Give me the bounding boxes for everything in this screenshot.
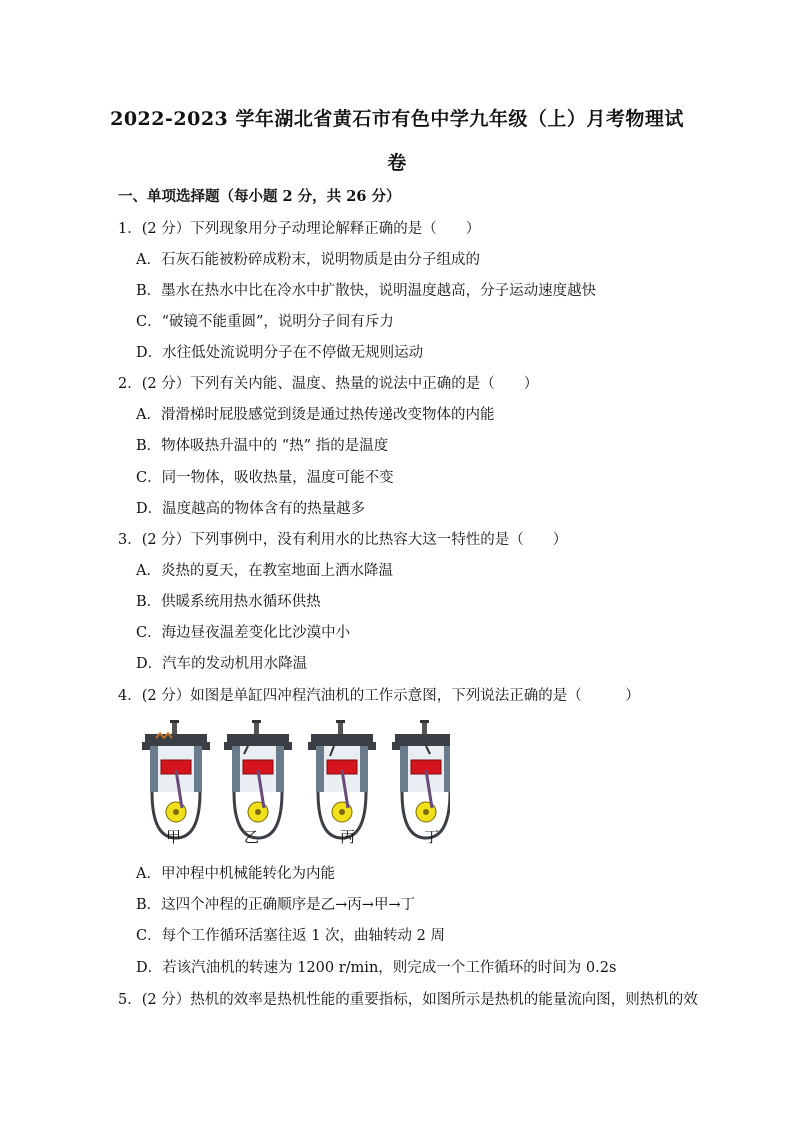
question-2-option-b: B．物体吸热升温中的 “热” 指的是温度 — [136, 438, 389, 454]
section-heading: 一、单项选择题（每小题 2 分，共 26 分） — [118, 188, 401, 205]
question-3-option-d: D．汽车的发动机用水降温 — [136, 656, 308, 672]
question-4-option-c: C．每个工作循环活塞往返 1 次，曲轴转动 2 周 — [136, 928, 445, 944]
question-2-option-d: D．温度越高的物体含有的热量越多 — [136, 501, 366, 517]
question-4-option-b: B．这四个冲程的正确顺序是乙→丙→甲→丁 — [136, 897, 416, 913]
engine-bing-icon — [308, 720, 376, 838]
question-4-option-d: D．若该汽油机的转速为 1200 r/min，则完成一个工作循环的时间为 0.2s — [136, 960, 617, 976]
engine-ding-icon — [392, 720, 450, 838]
question-1-option-a: A．石灰石能被粉碎成粉末，说明物质是由分子组成的 — [136, 252, 480, 268]
question-3-option-c: C．海边昼夜温差变化比沙漠中小 — [136, 625, 351, 641]
engine-strokes-figure — [140, 716, 450, 846]
question-4-stem: 4．(2 分）如图是单缸四冲程汽油机的工作示意图，下列说法正确的是（ ） — [118, 688, 640, 704]
question-3-stem: 3．(2 分）下列事例中，没有利用水的比热容大这一特性的是（ ） — [118, 532, 568, 548]
question-1-option-d: D．水往低处流说明分子在不停做无规则运动 — [136, 345, 424, 361]
figure-label-bing: 丙 — [340, 828, 356, 846]
question-1-stem: 1．(2 分）下列现象用分子动理论解释正确的是（ ） — [118, 221, 481, 237]
figure-label-ding: 丁 — [424, 828, 440, 846]
page-title-continued: 卷 — [387, 152, 407, 174]
question-2-option-c: C．同一物体，吸收热量，温度可能不变 — [136, 470, 394, 486]
question-3-option-b: B．供暖系统用热水循环供热 — [136, 594, 321, 610]
question-1-option-c: C．“破镜不能重圆”，说明分子间有斥力 — [136, 314, 394, 330]
question-2-stem: 2．(2 分）下列有关内能、温度、热量的说法中正确的是（ ） — [118, 376, 539, 392]
engine-jia-icon — [142, 720, 210, 838]
engine-yi-icon — [224, 720, 292, 838]
figure-label-yi: 乙 — [244, 828, 260, 846]
question-5-stem: 5．(2 分）热机的效率是热机性能的重要指标，如图所示是热机的能量流向图，则热机的效 — [118, 992, 698, 1008]
page-title: 2022-2023 学年湖北省黄石市有色中学九年级（上）月考物理试 — [110, 108, 684, 130]
figure-label-jia: 甲 — [166, 828, 182, 846]
question-1-option-b: B．墨水在热水中比在冷水中扩散快，说明温度越高，分子运动速度越快 — [136, 283, 597, 299]
question-2-option-a: A．滑滑梯时屁股感觉到烫是通过热传递改变物体的内能 — [136, 407, 495, 423]
question-3-option-a: A．炎热的夏天，在教室地面上洒水降温 — [136, 563, 393, 579]
question-4-option-a: A．甲冲程中机械能转化为内能 — [136, 866, 335, 882]
